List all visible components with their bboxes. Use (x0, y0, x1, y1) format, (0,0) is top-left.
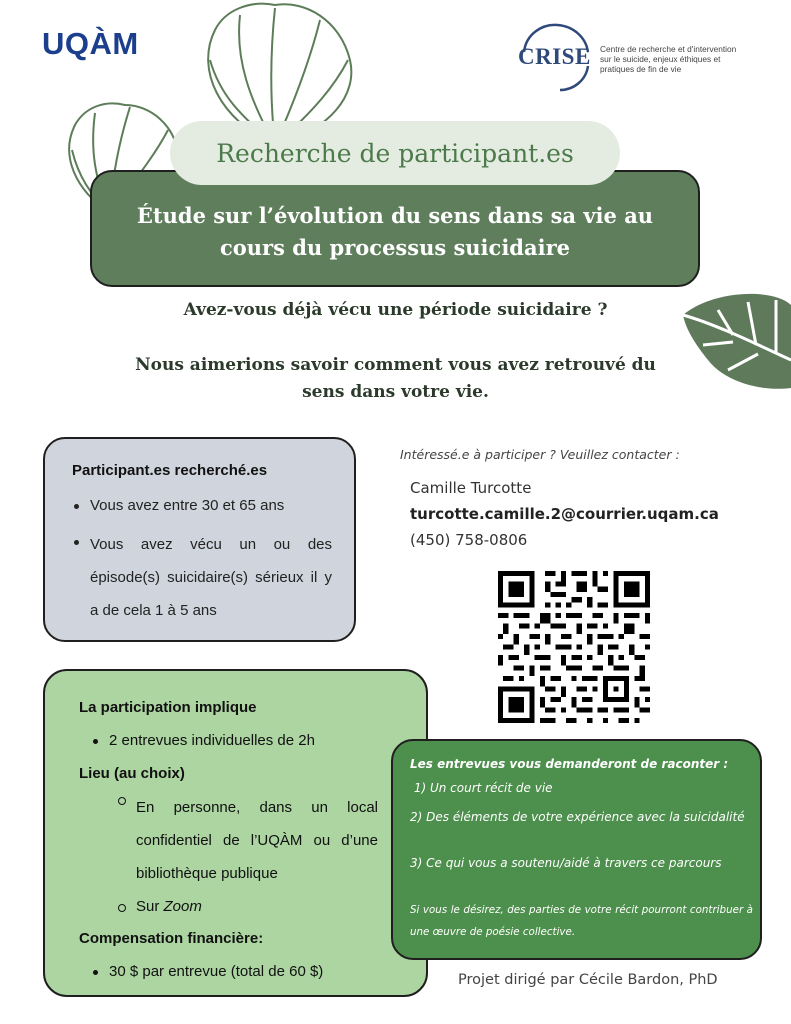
crise-description (600, 44, 770, 74)
uqam-logo: UQÀM (42, 26, 139, 61)
interview-note: Si vous le désirez, des parties de votre récit pourront contribuer à une œuvre de poésie collective. (410, 904, 753, 938)
participation-heading: La participation implique (79, 699, 257, 716)
location-option-zoom (116, 898, 202, 915)
list-item: 2 entrevues individuelles de 2h (89, 732, 315, 749)
crise-description-line: Centre de recherche et d'intervention (600, 44, 737, 54)
study-title-banner (90, 170, 700, 287)
interview-card-title: Les entrevues vous demanderont de raconter : (410, 757, 729, 771)
contact-name: Camille Turcotte (410, 479, 532, 497)
question-meaning (0, 352, 791, 406)
list-item: Vous avez entre 30 et 65 ans (70, 492, 332, 520)
recruitment-title: Recherche de participant.es (216, 138, 574, 168)
list-item: Vous avez vécu un ou des épisode(s) suicidaire(s) sérieux il y a de cela 1 à 5 ans (70, 528, 332, 627)
list-item: 30 $ par entrevue (total de 60 $) (89, 963, 323, 980)
list-item: 2) Des éléments de votre expérience avec la suicidalité (410, 810, 745, 824)
location-heading: Lieu (au choix) (79, 765, 185, 782)
compensation-heading: Compensation financière: (79, 930, 264, 947)
location-option-in-person: En personne, dans un local confidentiel de l’UQÀM ou d’une bibliothèque publique (116, 791, 378, 890)
qr-code[interactable] (498, 571, 650, 723)
contact-email-link[interactable]: turcotte.camille.2@courrier.uqam.ca (410, 505, 719, 523)
crise-description-line: sur le suicide, enjeux éthiques et (600, 54, 721, 64)
question-meaning-line: Nous aimerions savoir comment vous avez retrouvé du (135, 355, 656, 375)
zoom-label: Zoom (163, 898, 202, 915)
contact-prompt: Intéressé.e à participer ? Veuillez contacter : (400, 447, 680, 462)
zoom-prefix: Sur (136, 898, 164, 915)
contact-phone: (450) 758-0806 (410, 531, 528, 549)
participants-criteria-list (70, 492, 332, 627)
study-title-line: cours du processus suicidaire (220, 234, 570, 260)
participants-card-title: Participant.es recherché.es (72, 462, 268, 479)
list-item: 3) Ce qui vous a soutenu/aidé à travers ce parcours (410, 856, 722, 870)
question-suicidal-period: Avez-vous déjà vécu une période suicidaire ? (183, 300, 608, 320)
crise-description-line: pratiques de fin de vie (600, 64, 682, 74)
study-title-line: Étude sur l’évolution du sens dans sa vie au (136, 202, 654, 228)
project-director-credit: Projet dirigé par Cécile Bardon, PhD (458, 972, 718, 988)
crise-logo: CRISE (518, 44, 591, 69)
list-item: 1) Un court récit de vie (410, 781, 553, 795)
question-meaning-line: sens dans votre vie. (302, 382, 489, 402)
